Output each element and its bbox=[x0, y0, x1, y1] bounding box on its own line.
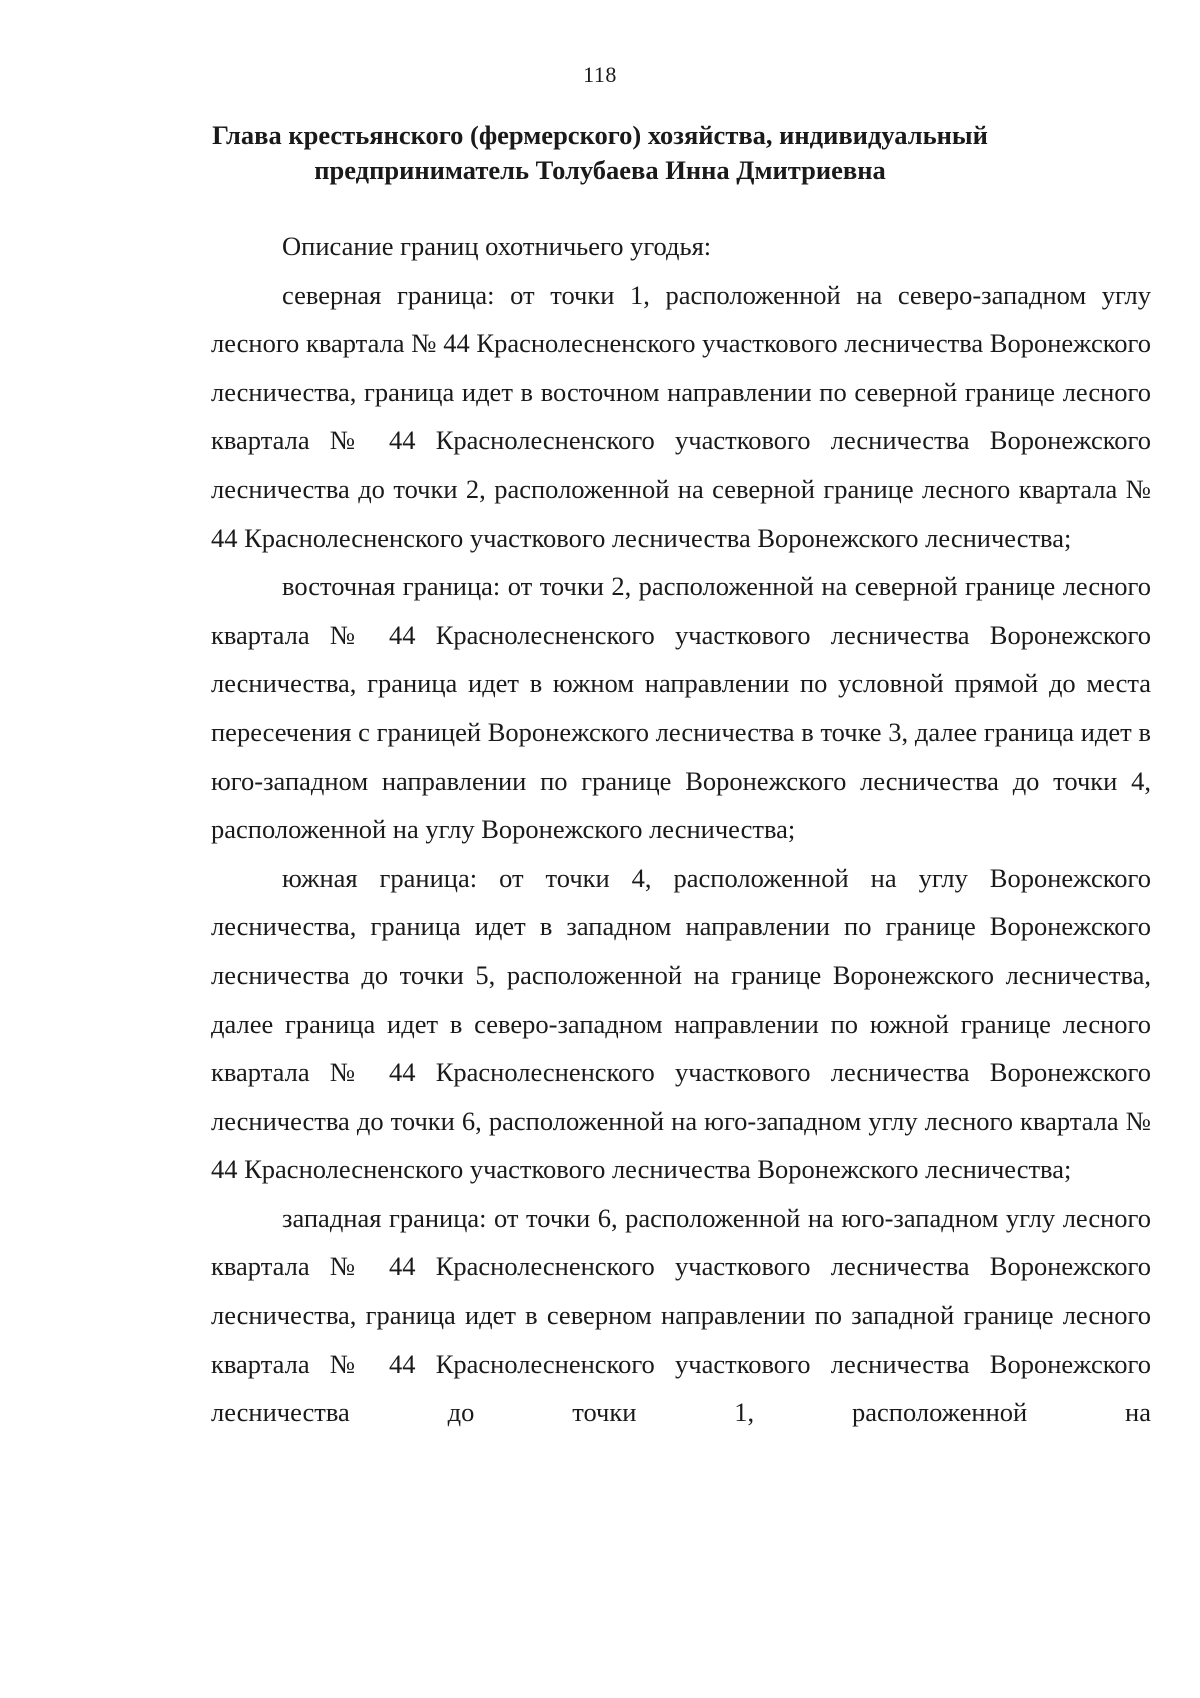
north-boundary-paragraph: северная граница: от точки 1, расположенной на северо-западном углу лесного квартала № 44 Краснолесненского участкового лесничества Воронежского лесничества, граница идет в восточном направлении по северной границе лесного квартала № 44 Краснолесненского участкового лесничества Воронежского лесничества до точки 2, расположенной на северной границе лесного квартала № 44 Краснолесненского участкового лесничества Воронежского лесничества; bbox=[211, 279, 1151, 553]
east-boundary-paragraph: восточная граница: от точки 2, расположенной на северной границе лесного квартала № 44 Краснолесненского участкового лесничества Воронежского лесничества, граница идет в южном направлении по условной прямой до места пересечения с границей Воронежского лесничества в точке 3, далее граница идет в юго-западном направлении по границе Воронежского лесничества до точки 4, расположенной на углу Воронежского лесничества; bbox=[211, 571, 1151, 845]
document-title bbox=[150, 118, 1050, 188]
title-line-2: предприниматель Толубаева Инна Дмитриевна bbox=[314, 155, 886, 185]
title-line-1: Глава крестьянского (фермерского) хозяйства, индивидуальный bbox=[212, 120, 988, 150]
page-number: 118 bbox=[583, 62, 617, 87]
document-body bbox=[211, 222, 1151, 1437]
intro-paragraph: Описание границ охотничьего угодья: bbox=[282, 231, 712, 261]
south-boundary-paragraph: южная граница: от точки 4, расположенной на углу Воронежского лесничества, граница идет в западном направлении по границе Воронежского лесничества до точки 5, расположенной на границе Воронежского лесничества, далее граница идет в северо-западном направлении по южной границе лесного квартала № 44 Краснолесненского участкового лесничества Воронежского лесничества до точки 6, расположенной на юго-западном углу лесного квартала № 44 Краснолесненского участкового лесничества Воронежского лесничества; bbox=[211, 862, 1151, 1185]
west-boundary-paragraph: западная граница: от точки 6, расположенной на юго-западном углу лесного квартала № 44 Краснолесненского участкового лесничества Воронежского лесничества, граница идет в северном направлении по западной границе лесного квартала № 44 Краснолесненского участкового лесничества Воронежского лесничества до точки 1, расположенной на bbox=[211, 1202, 1151, 1428]
